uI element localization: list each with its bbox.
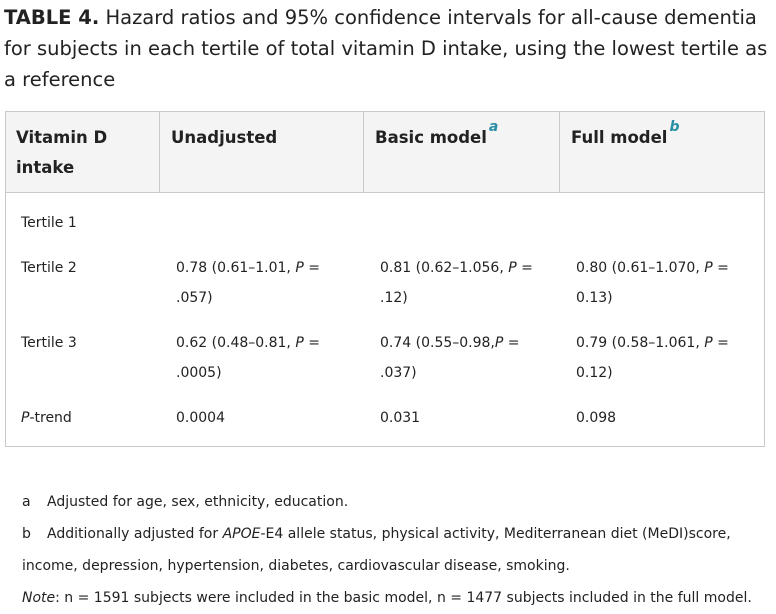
header-vitamin-d-intake: Vitamin D intake — [6, 112, 160, 192]
header-full-model: Full model$^b$ — [571, 119, 680, 147]
full-model-value: 0.80 (0.61–1.070, P = 0.13) — [576, 260, 729, 306]
footnote-b-mark: b — [22, 526, 31, 542]
full-model-value: 0.098 — [576, 410, 617, 426]
unadjusted-value: 0.62 (0.48–0.81, P = .0005) — [176, 335, 320, 381]
basic-model-value: 0.74 (0.55–0.98,P = .037) — [380, 335, 520, 381]
footnote-b-link[interactable]: b — [669, 119, 680, 135]
basic-model-value: 0.031 — [380, 410, 421, 426]
header-unadjusted: Unadjusted — [160, 112, 364, 192]
basic-model-value: 0.81 (0.62–1.056, P = .12) — [380, 260, 533, 306]
unadjusted-value: 0.0004 — [176, 410, 225, 426]
full-model-value: 0.79 (0.58–1.061, P = 0.12) — [576, 335, 729, 381]
row-label: Tertile 1 — [21, 215, 77, 231]
table-header — [6, 112, 764, 193]
footnote-a — [22, 486, 770, 518]
row-label: Tertile 2 — [21, 260, 77, 276]
data-table — [5, 111, 765, 447]
row-label: Tertile 3 — [21, 335, 77, 351]
table-footnotes — [22, 486, 770, 614]
footnote-b: b Additionally adjusted for APOE-E4 allele status, physical activity, Mediterranean diet (MeDI)score, income, depression, hypertension, diabetes, cardiovascular disease, smoking. — [22, 518, 770, 582]
footnote-a-mark: a — [22, 494, 31, 510]
header-basic-model: Basic model$^a$ — [364, 112, 560, 192]
table-title: Hazard ratios and 95% confidence intervals for all-cause dementia for subjects in each tertile of total vitamin D intake, using the lowest tertile as a reference — [4, 6, 768, 91]
footnote-note: Note: n = 1591 subjects were included in the basic model, n = 1477 subjects included in the full model. — [22, 590, 752, 606]
footnote-a-text: Adjusted for age, sex, ethnicity, education. — [47, 494, 349, 510]
footnote-a-link[interactable]: a — [488, 119, 499, 135]
row-label: P-trend — [21, 410, 72, 426]
table-caption — [4, 2, 770, 95]
table-label: TABLE 4. — [4, 6, 100, 29]
unadjusted-value: 0.78 (0.61–1.01, P = .057) — [176, 260, 320, 306]
